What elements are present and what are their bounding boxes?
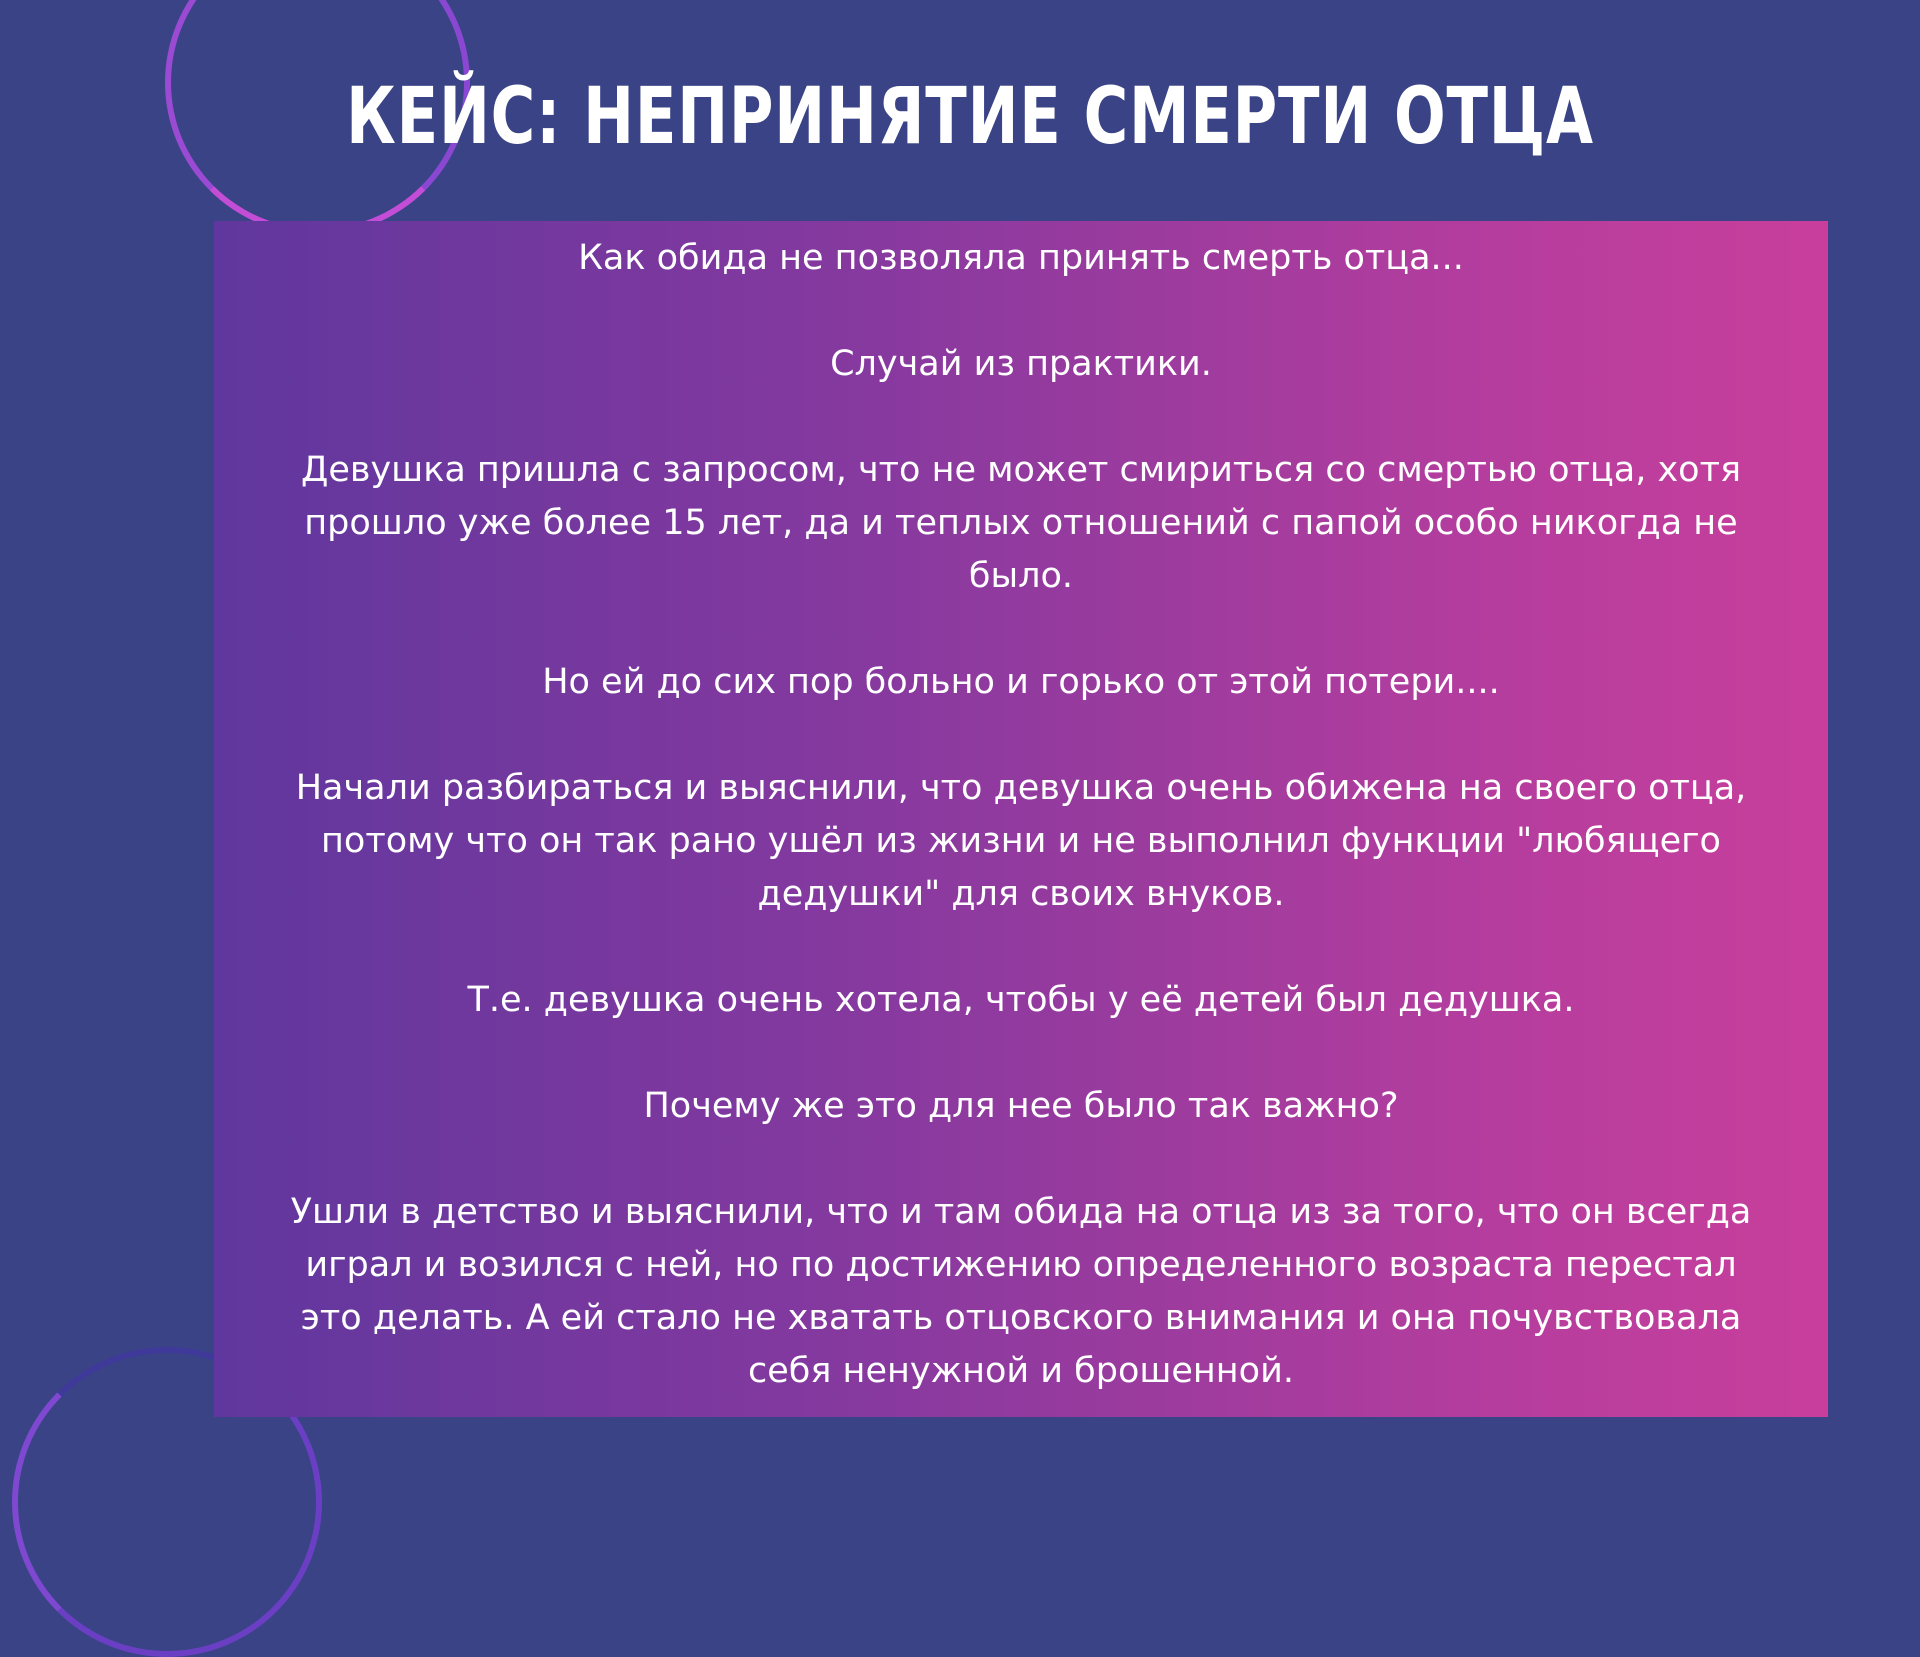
paragraph-pain: Но ей до сих пор больно и горько от этой потери.... — [542, 662, 1500, 702]
paragraph-resentment: Начали разбираться и выяснили, что девушка очень обижена на своего отца, потому что он так рано ушёл из жизни и не выполнил функции "любящего дедушки" для своих внуков. — [295, 768, 1747, 914]
paragraph-grandfather-wish: Т.е. девушка очень хотела, чтобы у её детей был дедушка. — [467, 980, 1575, 1020]
paragraph-request: Девушка пришла с запросом, что не может смириться со смертью отца, хотя прошло уже более 15 лет, да и теплых отношений с папой особо никогда не было. — [300, 450, 1742, 596]
paragraph-question: Почему же это для нее было так важно? — [643, 1086, 1399, 1126]
content-panel — [214, 221, 1828, 1417]
paragraph-case-label: Случай из практики. — [830, 344, 1212, 384]
paragraph-childhood: Ушли в детство и выяснили, что и там обида на отца из за того, что он всегда играл и возился с ней, но по достижению определенного возраста перестал это делать. А ей стало не хватать отцовского внимания и она почувствовала себя ненужной и брошенной. — [290, 1192, 1752, 1391]
paragraph-intro: Как обида не позволяла принять смерть отца... — [578, 238, 1464, 278]
page-title: КЕЙС: НЕПРИНЯТИЕ СМЕРТИ ОТЦА — [346, 72, 1594, 162]
